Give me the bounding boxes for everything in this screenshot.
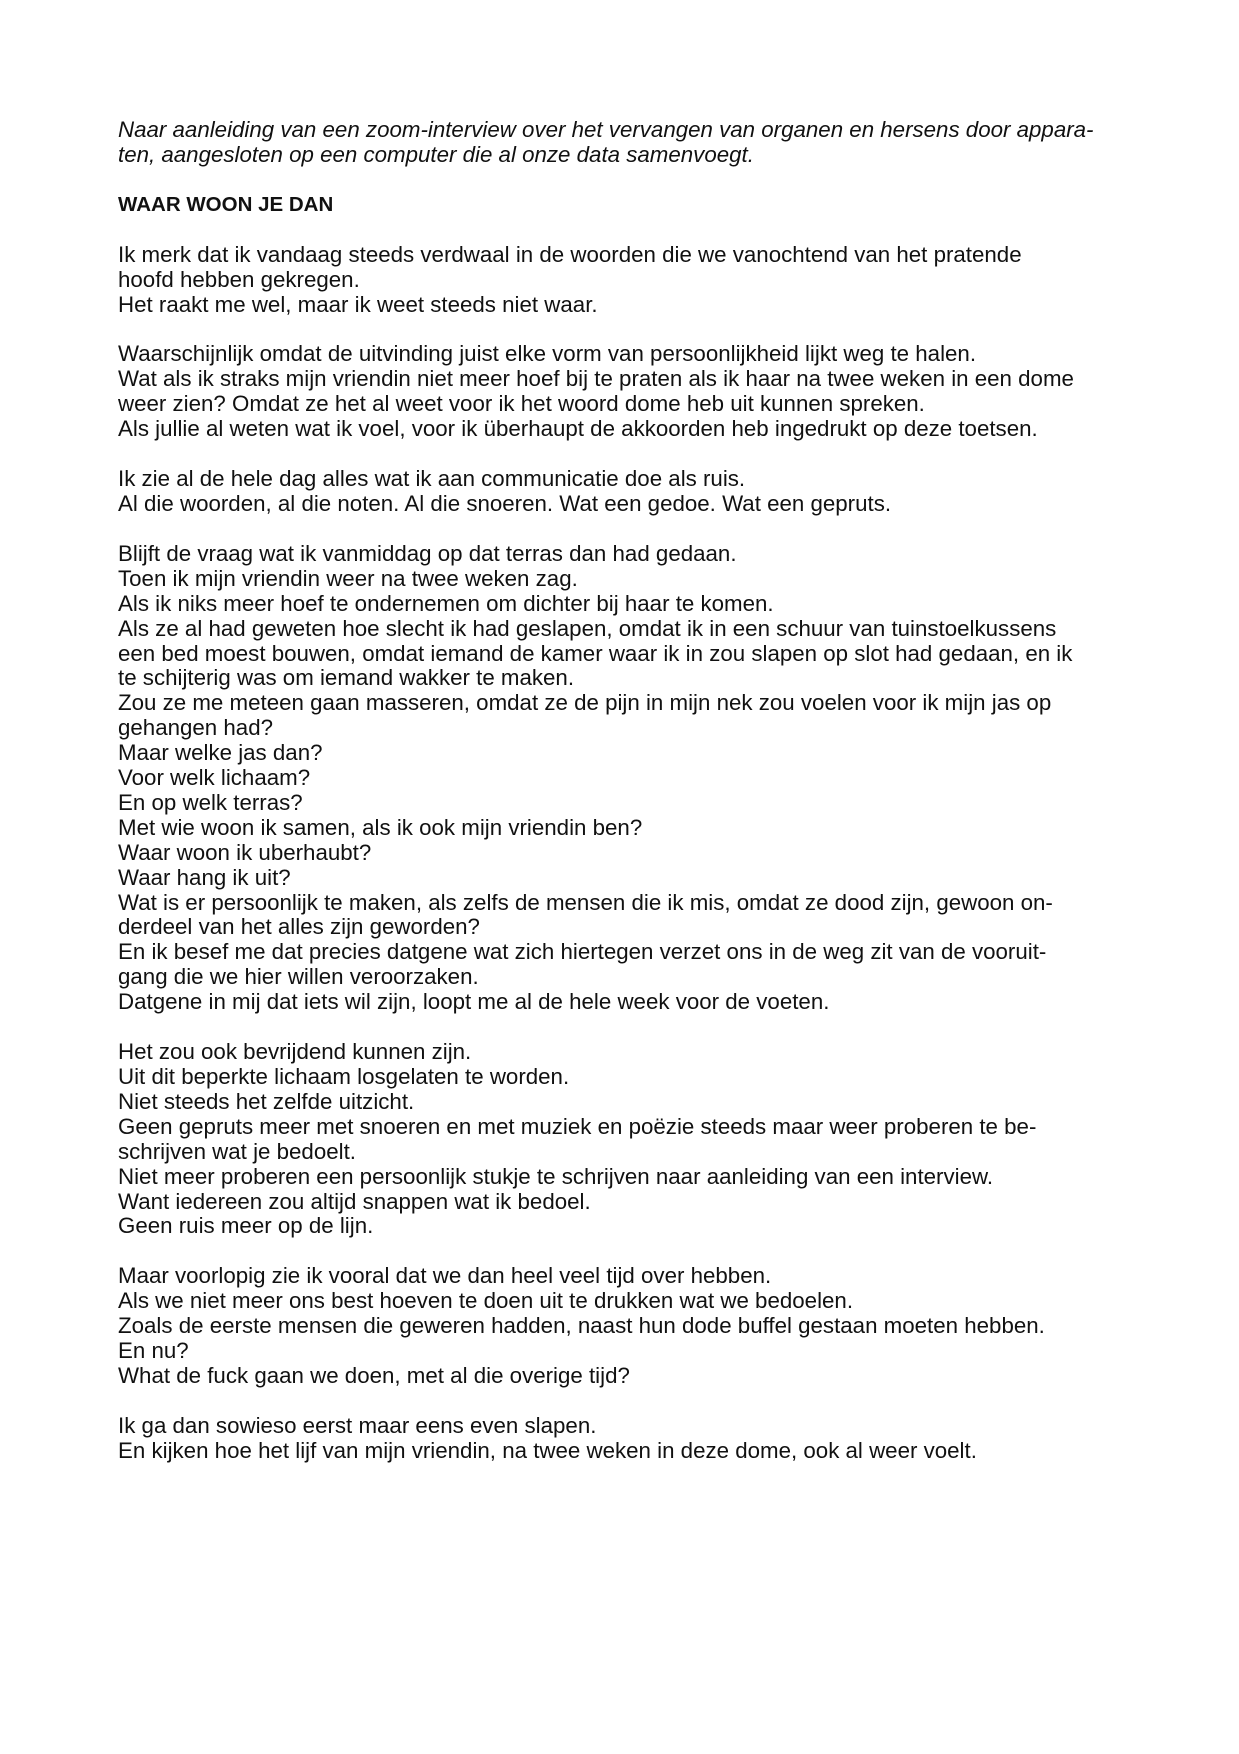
text-line: Ik merk dat ik vandaag steeds verdwaal in de woorden die we vanochtend van het pratende [118,241,1022,267]
text-line: En ik besef me dat precies datgene wat zich hiertegen verzet ons in de weg zit van de vooruit- [118,939,1047,965]
text-line: Zoals de eerste mensen die geweren hadden, naast hun dode buffel gestaan moeten hebben. [118,1313,1045,1339]
text-line: En op welk terras? [118,789,303,815]
intro-line: Naar aanleiding van een zoom-interview over het vervangen van organen en hersens door appara- [118,117,1094,142]
paragraph-6 [118,1264,1128,1389]
text-line: weer zien? Omdat ze het al weet voor ik het woord dome heb uit kunnen spreken. [118,391,925,417]
text-line: Voor welk lichaam? [118,765,311,791]
text-line: derdeel van het alles zijn geworden? [118,914,480,940]
intro-line: ten, aangesloten op een computer die al onze data samenvoegt. [118,141,754,167]
text-line: een bed moest bouwen, omdat iemand de kamer waar ik in zou slapen op slot had gedaan, en ik [118,640,1073,666]
text-line: Geen gepruts meer met snoeren en met muziek en poëzie steeds maar weer proberen te be- [118,1113,1037,1139]
text-line: En kijken hoe het lijf van mijn vriendin, na twee weken in deze dome, ook al weer voelt. [118,1437,977,1463]
text-line: Waarschijnlijk omdat de uitvinding juist elke vorm van persoonlijkheid lijkt weg te halen. [118,341,977,367]
paragraph-5 [118,1040,1128,1239]
text-line: hoofd hebben gekregen. [118,266,360,292]
paragraph-4 [118,542,1128,1015]
text-line: Ik zie al de hele dag alles wat ik aan communicatie doe als ruis. [118,466,746,492]
text-line: Blijft de vraag wat ik vanmiddag op dat terras dan had gedaan. [118,540,737,566]
text-line: Want iedereen zou altijd snappen wat ik bedoel. [118,1188,591,1214]
text-line: Wat is er persoonlijk te maken, als zelfs de mensen die ik mis, omdat ze dood zijn, gewoon on- [118,889,1053,915]
text-line: Zou ze me meteen gaan masseren, omdat ze de pijn in mijn nek zou voelen voor ik mijn jas op [118,690,1052,716]
text-line: Als ze al had geweten hoe slecht ik had geslapen, omdat ik in een schuur van tuinstoelkussens [118,615,1057,641]
text-line: Waar hang ik uit? [118,864,291,890]
text-line: Uit dit beperkte lichaam losgelaten te worden. [118,1064,570,1089]
text-line: Niet steeds het zelfde uitzicht. [118,1088,415,1114]
text-line: Waar woon ik uberhaubt? [118,839,372,865]
text-line: gehangen had? [118,715,274,741]
text-line: What de fuck gaan we doen, met al die overige tijd? [118,1362,630,1388]
paragraph-2 [118,342,1128,442]
text-line: schrijven wat je bedoelt. [118,1138,356,1164]
paragraph-3 [118,467,1128,517]
paragraph-7 [118,1414,1128,1464]
document-page [118,118,1128,1464]
text-line: Het zou ook bevrijdend kunnen zijn. [118,1039,472,1065]
text-line: Maar welke jas dan? [118,740,323,766]
text-line: Als ik niks meer hoef te ondernemen om dichter bij haar te komen. [118,590,774,616]
text-line: Niet meer proberen een persoonlijk stukje te schrijven naar aanleiding van een interview. [118,1163,994,1189]
text-line: Als jullie al weten wat ik voel, voor ik überhaupt de akkoorden heb ingedrukt op deze toetsen. [118,416,1038,442]
text-line: Als we niet meer ons best hoeven te doen uit te drukken wat we bedoelen. [118,1288,854,1314]
intro-note [118,118,1128,168]
paragraph-1 [118,243,1128,318]
text-line: te schijterig was om iemand wakker te maken. [118,665,575,691]
text-line: Geen ruis meer op de lijn. [118,1213,374,1239]
text-line: Maar voorlopig zie ik vooral dat we dan heel veel tijd over hebben. [118,1263,772,1289]
text-line: Datgene in mij dat iets wil zijn, loopt me al de hele week voor de voeten. [118,989,830,1015]
text-line: Met wie woon ik samen, als ik ook mijn vriendin ben? [118,814,643,840]
text-line: Het raakt me wel, maar ik weet steeds niet waar. [118,291,598,317]
text-line: Ik ga dan sowieso eerst maar eens even slapen. [118,1412,597,1438]
text-line: Toen ik mijn vriendin weer na twee weken zag. [118,565,578,591]
poem-title: WAAR WOON JE DAN [118,192,334,216]
text-line: Wat als ik straks mijn vriendin niet meer hoef bij te praten als ik haar na twee weken in een dome [118,366,1074,392]
text-line: En nu? [118,1338,189,1364]
text-line: gang die we hier willen veroorzaken. [118,964,479,990]
text-line: Al die woorden, al die noten. Al die snoeren. Wat een gedoe. Wat een gepruts. [118,490,892,516]
